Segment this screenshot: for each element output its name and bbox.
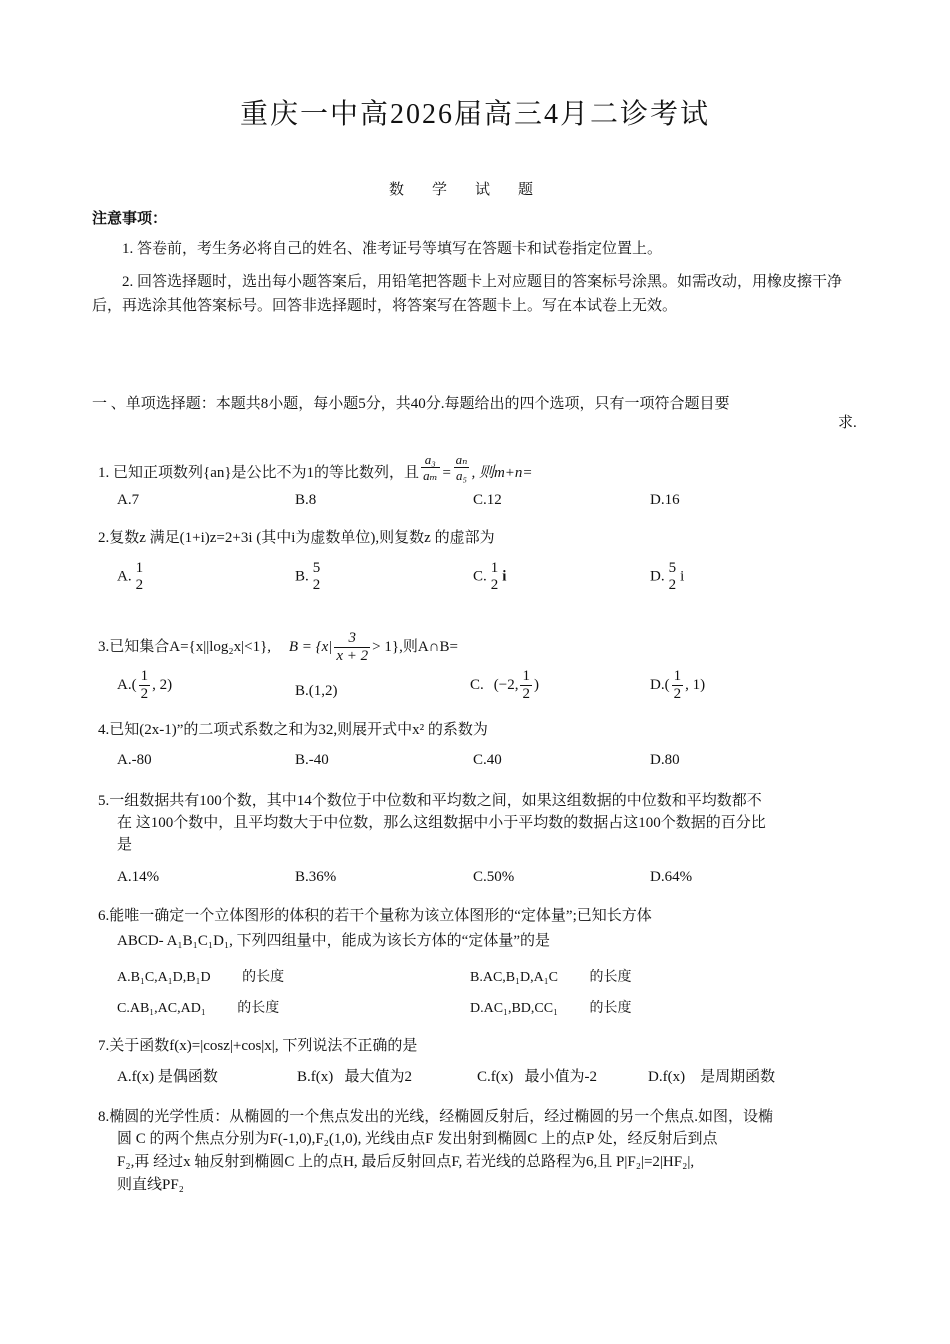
q4-option-c[interactable]: C.40	[473, 752, 502, 768]
q3-option-a[interactable]	[117, 668, 172, 703]
notice-item-2: 2. 回答选择题时，选出每小题答案后，用铅笔把答题卡上对应题目的答案标号涂黑。如需改动，用橡皮擦干净后，再选涂其他答案标号。回答非选择题时，将答案写在答题卡上。写在本试卷上无效。	[92, 274, 843, 314]
q1-frac1-den: aₘ	[423, 468, 438, 483]
q5-stem-line-2: 在 这100个数中，且平均数大于中位数，那么这组数据中小于平均数的数据占这100个数据的百分比	[117, 815, 766, 831]
q1-frac2-den: a₅	[456, 468, 468, 483]
q3-c-fraction	[520, 668, 532, 703]
q3-stem-text: 3.已知集合A={x||log₂x|<1},	[98, 638, 272, 655]
q2-c-fraction	[489, 560, 501, 594]
section-heading-tail: 求.	[838, 415, 857, 431]
q8-stem-line-1: 8.椭圆的光学性质：从椭圆的一个焦点发出的光线，经椭圆反射后，经过椭圆的另一个焦点.如图，设椭	[98, 1109, 774, 1125]
q4-option-a[interactable]: A.-80	[117, 752, 152, 768]
q2-a-fraction	[134, 560, 146, 594]
q3-option-b[interactable]: B.(1,2)	[295, 683, 338, 699]
q2-d-den: 2	[668, 577, 677, 593]
q3-d-num: 1	[673, 668, 682, 684]
q8-stem-line-2: 圆 C 的两个焦点分别为F(-1,0),F₂(1,0), 光线由点F 发出射到椭圆C 上的点P 处，经反射后到点	[117, 1131, 718, 1147]
q8-stem-line-4: 则直线PF₂	[117, 1177, 184, 1193]
q3-set-b-prefix: B = {x|	[288, 638, 333, 655]
q2-c-num: 1	[490, 560, 499, 576]
q7-option-a[interactable]: A.f(x) 是偶函数	[117, 1069, 218, 1085]
q3-d-right: , 1)	[685, 676, 706, 693]
q3-a-den: 2	[140, 686, 149, 702]
q2-d-num: 5	[668, 560, 677, 576]
q3-c-num: 1	[522, 668, 530, 684]
q1-fraction-right	[454, 452, 470, 483]
q6-stem-line-1: 6.能唯一确定一个立体图形的体积的若干个量称为该立体图形的“定体量”;已知长方体	[98, 908, 652, 924]
q4-stem: 4.已知(2x-1)”的二项式系数之和为32,则展开式中x² 的系数为	[98, 722, 488, 738]
q3-a-right: , 2)	[152, 676, 173, 693]
q2-b-num: 5	[312, 560, 321, 576]
q2-c-den: 2	[490, 577, 499, 593]
q2-c-label: C.	[473, 568, 487, 585]
q3-c-label: C.	[470, 676, 484, 693]
q1-equals: =	[441, 464, 452, 481]
q8-stem-line-3: F₂,再 经过x 轴反射到椭圆C 上的点H, 最后反射回点F, 若光线的总路程为6,且 P|F₂|=2|HF₂|,	[117, 1154, 695, 1170]
q2-d-suffix: i	[680, 568, 685, 585]
q6-option-b[interactable]: B.AC,B₁D,A₁C 的长度	[470, 970, 632, 985]
q1-option-c[interactable]: C.12	[473, 492, 502, 508]
q3-set-b-fraction	[334, 630, 370, 665]
q1-fraction-left	[421, 452, 439, 483]
q7-option-b[interactable]: B.f(x) 最大值为2	[297, 1069, 412, 1085]
q1-frac1-num: a₃	[421, 452, 439, 468]
q1-stem-text: 1. 已知正项数列{an}是公比不为1的等比数列，且	[98, 464, 420, 481]
q7-stem: 7.关于函数f(x)=|cosz|+cos|x|, 下列说法不正确的是	[98, 1038, 418, 1054]
q3-a-label: A.	[117, 676, 132, 693]
q5-option-c[interactable]: C.50%	[473, 869, 515, 885]
q3-c-right: )	[533, 676, 539, 693]
q1-stem	[98, 452, 533, 489]
q2-stem: 2.复数z 满足(1+i)z=2+3i (其中i为虚数单位),则复数z 的虚部为	[98, 530, 495, 546]
q2-option-d[interactable]	[650, 560, 684, 594]
q7-option-c[interactable]: C.f(x) 最小值为-2	[477, 1069, 597, 1085]
q3-d-den: 2	[673, 686, 682, 702]
q2-c-suffix: i	[502, 568, 507, 585]
q2-a-num: 1	[135, 560, 144, 576]
q3-set-b-suffix: > 1}	[372, 638, 400, 655]
q3-tail: ,则A∩B=	[399, 638, 458, 655]
q3-stem	[98, 630, 458, 665]
q6-stem-line-2: ABCD- A₁B₁C₁D₁, 下列四组量中，能成为该长方体的“定体量”的是	[117, 933, 551, 949]
q3-option-d[interactable]	[650, 668, 705, 703]
q2-b-label: B.	[295, 568, 309, 585]
q4-option-b[interactable]: B.-40	[295, 752, 329, 768]
q6-option-a[interactable]: A.B₁C,A₁D,B₁D 的长度	[117, 970, 285, 985]
q3-d-label: D.	[650, 676, 665, 693]
q4-option-d[interactable]: D.80	[650, 752, 680, 768]
q5-stem-line-3: 是	[117, 837, 133, 853]
q3-c-left: (−2,	[493, 676, 519, 693]
q2-option-c[interactable]	[473, 560, 506, 594]
q1-option-d[interactable]: D.16	[650, 492, 680, 508]
q3-a-left: (	[131, 676, 137, 693]
notice-heading: 注意事项：	[92, 211, 168, 227]
q2-option-b[interactable]	[295, 560, 324, 594]
q3-d-left: (	[664, 676, 670, 693]
q6-option-d[interactable]: D.AC₁,BD,CC₁ 的长度	[470, 1001, 632, 1016]
q2-b-fraction	[311, 560, 323, 594]
q3-a-num: 1	[140, 668, 149, 684]
q1-option-b[interactable]: B.8	[295, 492, 317, 508]
q5-stem-line-1: 5.一组数据共有100个数，其中14个数位于中位数和平均数之间，如果这组数据的中位数和平均数都不	[98, 793, 762, 809]
q3-c-den: 2	[522, 686, 530, 702]
q2-b-den: 2	[312, 577, 321, 593]
q1-tail: , 则m+n=	[471, 464, 533, 481]
q3-a-fraction	[139, 668, 151, 703]
q6-option-c[interactable]: C.AB₁,AC,AD₁ 的长度	[117, 1001, 280, 1016]
q1-option-a[interactable]: A.7	[117, 492, 140, 508]
q2-a-label: A.	[117, 568, 132, 585]
q5-option-d[interactable]: D.64%	[650, 869, 693, 885]
q3-set-b-den: x + 2	[336, 648, 369, 664]
subtitle-text: 数学试题	[388, 182, 561, 198]
q3-option-c[interactable]	[470, 668, 539, 703]
q3-d-fraction	[672, 668, 684, 703]
q1-frac2-num: aₙ	[455, 452, 468, 467]
q2-d-fraction	[667, 560, 679, 594]
q5-option-b[interactable]: B.36%	[295, 869, 337, 885]
q5-option-a[interactable]: A.14%	[117, 869, 160, 885]
q2-d-label: D.	[650, 568, 665, 585]
q7-option-d[interactable]: D.f(x) 是周期函数	[648, 1069, 776, 1085]
q2-a-den: 2	[135, 577, 144, 593]
notice-item-1: 1. 答卷前，考生务必将自己的姓名、准考证号等填写在答题卡和试卷指定位置上。	[122, 241, 663, 257]
page-title: 重庆一中高2026届高三4月二诊考试	[239, 99, 710, 130]
page-subtitle	[0, 178, 950, 199]
q3-set-b-num: 3	[334, 630, 370, 648]
q2-option-a[interactable]	[117, 560, 147, 594]
section-heading: 一 、单项选择题：本题共8小题，每小题5分，共40分.每题给出的四个选项，只有一项符合题目要	[92, 396, 730, 412]
